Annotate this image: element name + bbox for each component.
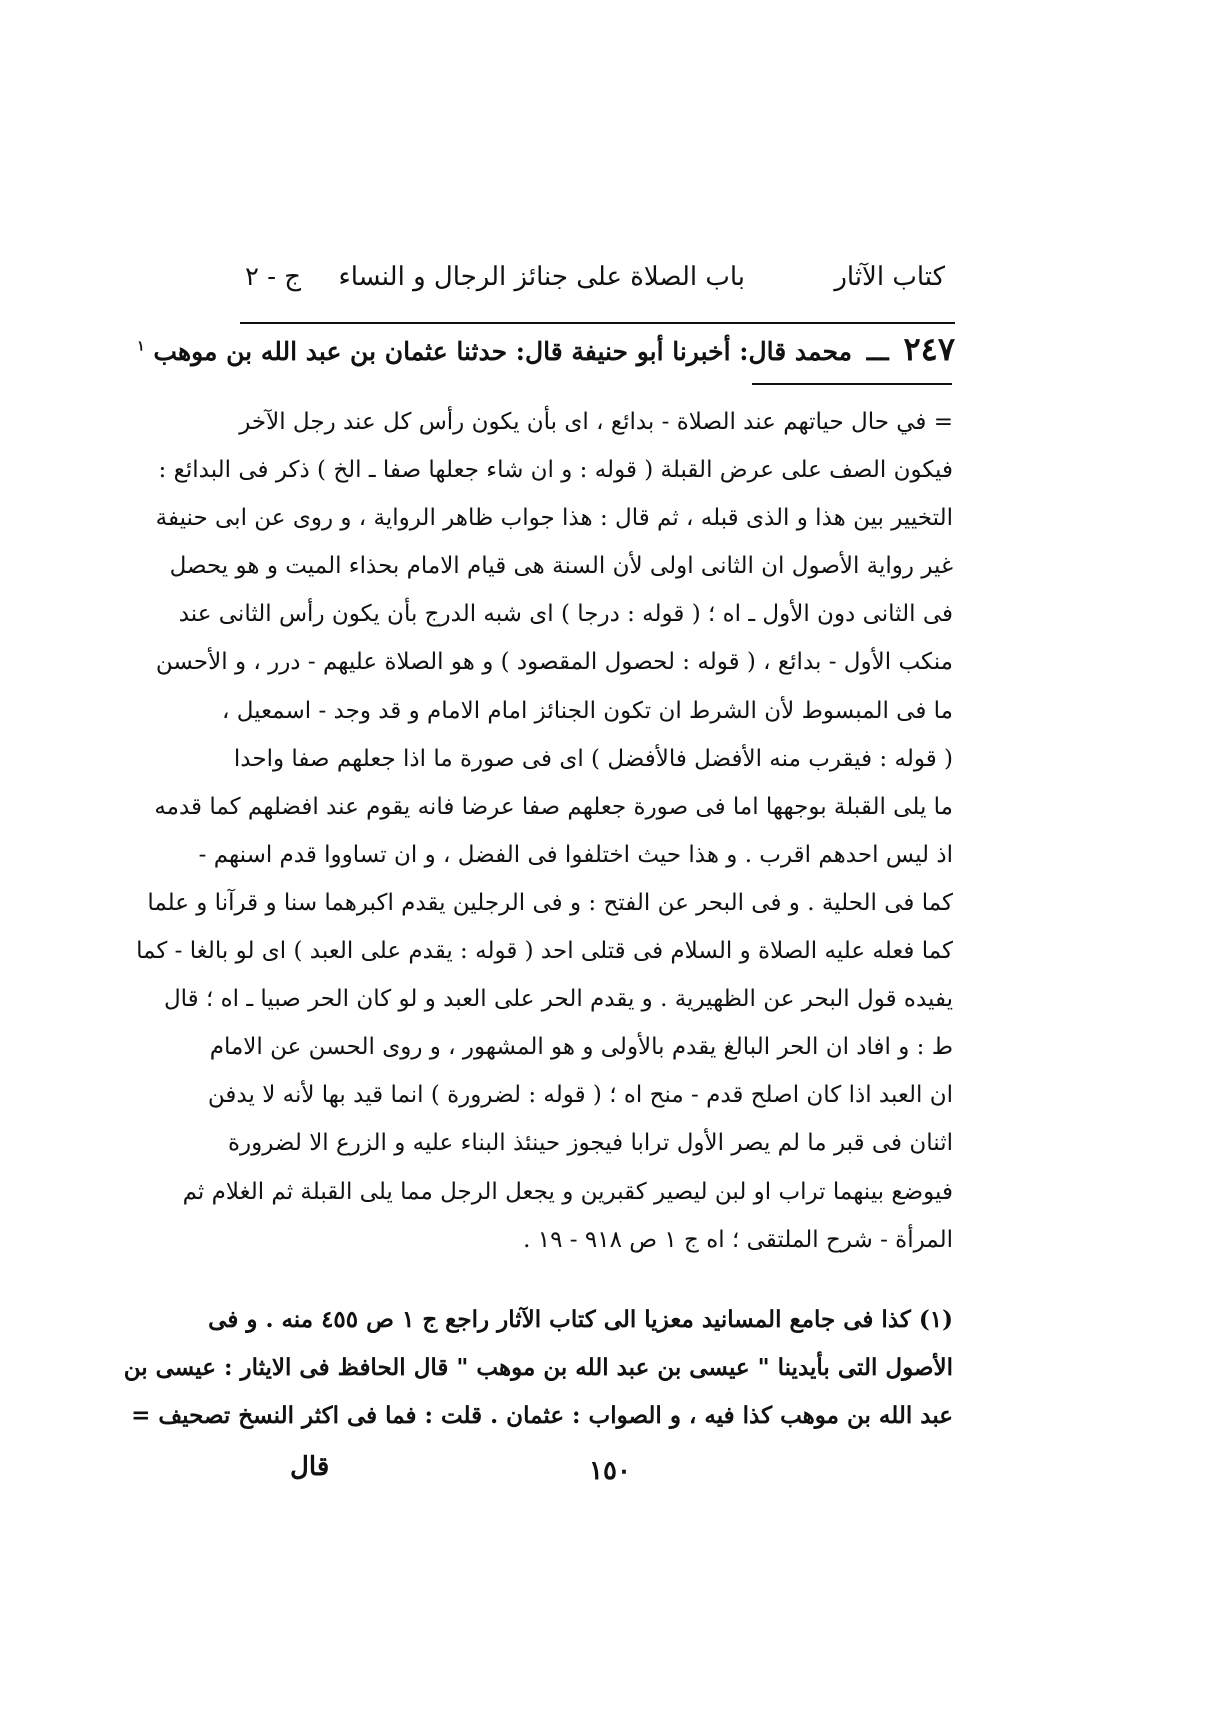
entry-dash: ـــ [866, 337, 889, 366]
hadith-entry [137, 330, 955, 380]
commentary-line: يفيده قول البحر عن الظهيرية . و يقدم الحر على العبد و لو كان الحر صبيا ـ اه ؛ قال [163, 986, 953, 1013]
entry-text: محمد قال: أخبرنا أبو حنيفة قال: حدثنا عثمان بن عبد الله بن موهب [153, 337, 853, 366]
commentary-line: التخيير بين هذا و الذى قبله ، ثم قال : هذا جواب ظاهر الرواية ، و روى عن ابى حنيفة [155, 505, 953, 532]
commentary-line: ان العبد اذا كان اصلح قدم - منح اه ؛ ( قوله : لضرورة ) انما قيد بها لأنه لا يدفن [207, 1082, 953, 1109]
commentary-line: غير رواية الأصول ان الثانى اولى لأن السنة هى قيام الامام بحذاء الميت و هو يحصل [169, 553, 953, 580]
commentary-line: المرأة - شرح الملتقى ؛ اه ج ١ ص ٩١٨ - ١٩ . [523, 1226, 953, 1253]
commentary-line: ط : و افاد ان الحر البالغ يقدم بالأولى و هو المشهور ، و روى الحسن عن الامام [209, 1034, 953, 1061]
footnote-reference: ١ [137, 338, 145, 355]
book-title: كتاب الآثار [834, 262, 945, 292]
commentary [136, 398, 953, 1264]
commentary-line: اثنان فى قبر ما لم يصر الأول ترابا فيجوز حينئذ البناء عليه و الزرع الا لضرورة [227, 1130, 953, 1157]
footnote-line: عبد الله بن موهب كذا فيه ، و الصواب : عثمان . قلت : فما فى اكثر النسخ تصحيف = [131, 1402, 953, 1429]
footnote-line: الأصول التى بأيدينا " عيسى بن عبد الله بن موهب " قال الحافظ فى الايثار : عيسى بن [123, 1354, 953, 1381]
entry-rule [752, 383, 952, 385]
volume-indicator: ج - ٢ [245, 262, 302, 292]
chapter-title: باب الصلاة على جنائز الرجال و النساء [338, 262, 745, 292]
running-header [245, 262, 945, 310]
catchword: قال [290, 1452, 330, 1482]
entry-number: ٢٤٧ [903, 330, 955, 368]
commentary-line: فيكون الصف على عرض القبلة ( قوله : و ان شاء جعلها صفا ـ الخ ) ذكر فى البدائع : [158, 457, 953, 484]
commentary-line: = في حال حياتهم عند الصلاة - بدائع ، اى بأن يكون رأس كل عند رجل الآخر [239, 409, 953, 435]
footnotes [123, 1296, 953, 1440]
page-number: ١٥٠ [589, 1456, 631, 1486]
commentary-line: ما فى المبسوط لأن الشرط ان تكون الجنائز امام الامام و قد وجد - اسمعيل ، [221, 697, 953, 724]
commentary-line: منكب الأول - بدائع ، ( قوله : لحصول المقصود ) و هو الصلاة عليهم - درر ، و الأحسن [155, 649, 953, 676]
commentary-line: كما فى الحلية . و فى البحر عن الفتح : و فى الرجلين يقدم اكبرهما سنا و قرآنا و علما [147, 889, 953, 916]
header-rule [240, 322, 955, 324]
commentary-line: فيوضع بينهما تراب او لبن ليصير كقبرين و يجعل الرجل مما يلى القبلة ثم الغلام ثم [182, 1178, 953, 1205]
commentary-line: اذ ليس احدهم اقرب . و هذا حيث اختلفوا فى الفضل ، و ان تساووا قدم اسنهم - [198, 841, 953, 868]
commentary-line: ( قوله : فيقرب منه الأفضل فالأفضل ) اى فى صورة ما اذا جعلهم صفا واحدا [233, 745, 953, 772]
commentary-line: كما فعله عليه الصلاة و السلام فى قتلى احد ( قوله : يقدم على العبد ) اى لو بالغا - كما [136, 938, 953, 965]
commentary-line: ما يلى القبلة بوجهها اما فى صورة جعلهم صفا عرضا فانه يقوم عند افضلهم كما قدمه [154, 793, 953, 820]
commentary-line: فى الثانى دون الأول ـ اه ؛ ( قوله : درجا ) اى شبه الدرج بأن يكون رأس الثانى عند [178, 601, 953, 628]
footnote-line: (١) كذا فى جامع المسانيد معزيا الى كتاب الآثار راجع ج ١ ص ٤٥٥ منه . و فى [208, 1306, 953, 1333]
